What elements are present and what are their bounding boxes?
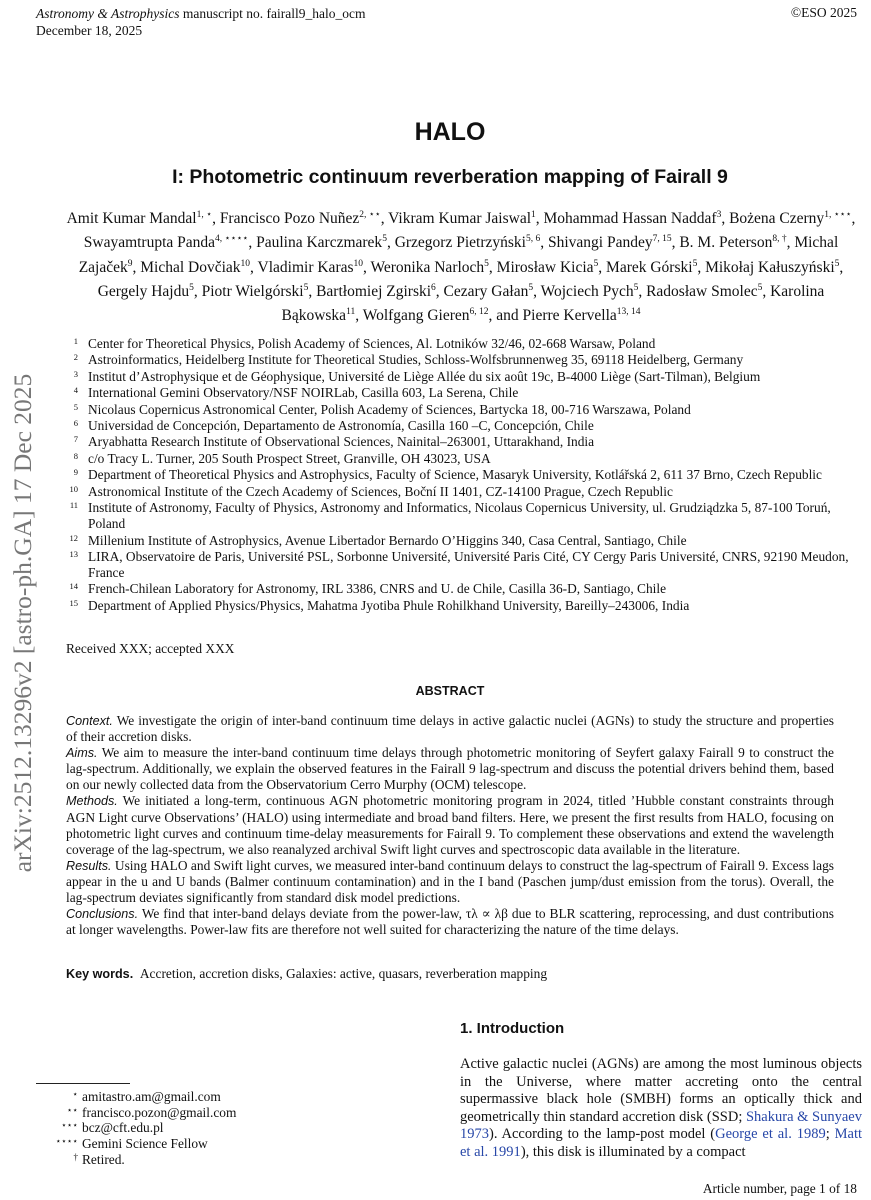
footnote-mark: ⋆⋆ (66, 1104, 78, 1115)
author (679, 234, 786, 251)
citation-link[interactable]: George et al. 1989 (715, 1126, 826, 1143)
abstract-methods (66, 793, 834, 857)
affiliation-item (66, 581, 856, 597)
manuscript-id: manuscript no. fairall9_halo_ocm (182, 6, 366, 21)
affiliation-text: Astronomical Institute of the Czech Academy of Sciences, Boční II 1401, CZ-14100 Prague, Czech Republic (88, 483, 673, 499)
author-affiliation-marker: 3 (716, 209, 722, 220)
author (67, 210, 212, 227)
author-name: B. M. Peterson (679, 234, 773, 252)
author-name: Michal Dovčiak (140, 258, 241, 276)
author (729, 210, 851, 227)
author-name: Pierre Kervella (522, 307, 617, 325)
affiliation-number: 13 (69, 548, 78, 559)
author (220, 210, 381, 227)
running-header (36, 5, 365, 39)
footnote-item (30, 1152, 236, 1168)
abstract-label: Methods. (66, 794, 118, 809)
author-affiliation-marker: 1, ⋆⋆⋆ (824, 209, 852, 220)
copyright: ©ESO 2025 (790, 5, 857, 20)
abstract-text: Using HALO and Swift light curves, we measured inter-band continuum delays to construct the lag-spectrum of Fairall 9. Excess lags appear in the u and U bands (Balmer continuum contamination) and in the I band (Paschen jump/dust emission from the torus). Overall, the lag-spectrum deviates significantly from standard disk model predictions. (66, 857, 834, 906)
footnote-text: francisco.pozon@gmail.com (82, 1104, 237, 1120)
section-heading-introduction: 1. Introduction (460, 1020, 565, 1037)
intro-text: ; (825, 1126, 835, 1143)
author-affiliation-marker: 5 (757, 282, 763, 293)
author (606, 259, 697, 276)
affiliation-number: 11 (69, 499, 78, 510)
footnote-mark: ⋆⋆⋆ (61, 1120, 78, 1131)
abstract-heading: ABSTRACT (415, 684, 485, 698)
author-affiliation-marker: 5, 6 (525, 234, 541, 245)
footnote-mark: ⋆⋆⋆⋆ (55, 1136, 78, 1147)
author-affiliation-marker: 5 (484, 258, 489, 269)
intro-text: ), this disk is illuminated by a compact (520, 1143, 746, 1160)
author-affiliation-marker: 2, ⋆⋆ (359, 209, 381, 220)
keywords-text: Accretion, accretion disks, Galaxies: active, quasars, reverberation mapping (139, 966, 548, 981)
abstract-body (66, 713, 834, 938)
affiliation-text: Nicolaus Copernicus Astronomical Center, Polish Academy of Sciences, Bartycka 18, 00-716 Warszawa, Poland (88, 401, 691, 417)
footnote-text: amitastro.am@gmail.com (82, 1089, 221, 1104)
author-name: Marek Górski (606, 258, 693, 276)
keywords-label: Key words. (66, 967, 134, 981)
author (497, 259, 599, 276)
abstract-label: Aims. (66, 746, 98, 761)
author-affiliation-marker: 5 (692, 258, 698, 269)
header-date: December 18, 2025 (36, 23, 143, 38)
author-name: Vikram Kumar Jaiswal (388, 210, 532, 227)
affiliation-text: Millenium Institute of Astrophysics, Avenue Libertador Bernardo O’Higgins 340, Casa Central, Santiago, Chile (88, 532, 687, 548)
abstract-context (66, 713, 834, 745)
author-affiliation-marker: 6 (431, 282, 436, 293)
affiliation-item (66, 369, 856, 385)
abstract-text: We aim to measure the inter-band continuum time delays through photometric monitoring of Seyfert galaxy Fairall 9 to construct the lag-spectrum. Additionally, we explain the observed features in the Fairall 9 lag-spectrum and discuss the potential drivers behind them, based on our newly collected data from the Observatorium Cerro Murphy (OCM) telescope. (66, 745, 834, 793)
affiliation-text: Astroinformatics, Heidelberg Institute for Theoretical Studies, Schloss-Wolfsbrunnenweg 35, 69118 Heidelberg, Germany (88, 352, 744, 368)
author-affiliation-marker: 6, 12 (469, 307, 489, 318)
footnote-text: bcz@cft.edu.pl (82, 1120, 164, 1136)
author-affiliation-marker: 11 (346, 307, 356, 318)
affiliation-item (66, 418, 856, 434)
author-affiliation-marker: 10 (240, 258, 251, 269)
footnote-mark: † (73, 1151, 78, 1162)
author-name: Karolina Bąkowska (281, 282, 825, 325)
affiliation-number: 9 (73, 467, 78, 478)
author (444, 283, 534, 300)
author (371, 259, 489, 276)
affiliation-number: 7 (73, 434, 78, 445)
author (84, 234, 249, 251)
abstract-text: We initiated a long-term, continuous AGN photometric monitoring program in 2024, titled ’Hubble constant constraints through AGN Light curve Observations’ (HALO) using intermediate and broad band filters. Here, we present the first results from HALO, focusing on photometric light curves and continuum time-delay measurements for Fairall 9. To complement these observations and extend the wavelength coverage of the lag-spectrum, we also reanalyzed archival Swift light curves and spectroscopic data available in the literature. (66, 793, 834, 857)
paper-title: HALO (414, 118, 486, 146)
received-line: Received XXX; accepted XXX (66, 641, 235, 656)
author-name: Vladimir Karas (257, 258, 354, 276)
author-affiliation-marker: 1 (531, 209, 536, 220)
footnote-text: Retired. (82, 1151, 125, 1167)
affiliation-item (66, 500, 856, 532)
author-name: Mohammad Hassan Naddaf (543, 210, 717, 227)
author-name: Grzegorz Pietrzyński (394, 234, 526, 252)
arxiv-stamp: arXiv:2512.13296v2 [astro-ph.GA] 17 Dec 2025 (8, 373, 37, 873)
author-affiliation-marker: 7, 15 (652, 234, 672, 245)
author-affiliation-marker: 13, 14 (616, 307, 641, 318)
affiliation-text: LIRA, Observatoire de Paris, Université PSL, Sorbonne Université, Université Paris Cité, CY Cergy Paris Université, CNRS, 92190 Meudon, France (88, 548, 849, 581)
affiliation-item (66, 352, 856, 368)
author-name: Wolfgang Gieren (362, 307, 470, 325)
author-name: Paulina Karczmarek (256, 234, 383, 252)
citation-link[interactable]: Matt et al. 1991 (460, 1126, 862, 1160)
citation-link[interactable]: Shakura & Sunyaev 1973 (460, 1108, 862, 1143)
affiliation-number: 10 (69, 483, 78, 494)
affiliation-text: Department of Theoretical Physics and Astrophysics, Faculty of Science, Masaryk University, Kotlářská 2, 611 37 Brno, Czech Republic (88, 467, 822, 483)
journal-name: Astronomy & Astrophysics (36, 6, 180, 21)
keywords (66, 966, 547, 982)
author-name: Swayamtrupta Panda (83, 234, 216, 252)
author (523, 307, 641, 324)
author (544, 210, 722, 227)
affiliation-item (66, 402, 856, 418)
affiliation-text: Institut d’Astrophysique et de Géophysique, Université de Liège Allée du six août 19c, B-4000 Liège (Sart-Tilman), Belgium (88, 368, 761, 384)
footnote-list (30, 1089, 236, 1168)
author (363, 307, 489, 324)
author (541, 283, 639, 300)
author-name: Radosław Smolec (646, 282, 758, 300)
affiliation-number: 1 (73, 336, 78, 346)
author-name: Francisco Pozo Nuñez (219, 210, 360, 227)
author (258, 259, 363, 276)
author-name: Shivangi Pandey (547, 234, 653, 252)
abstract-text: We find that inter-band delays deviate from the power-law, τλ ∝ λβ due to BLR scattering, reprocessing, and dust contributions at longer wavelengths. Power-law fits are therefore not well suited for characterizing the nature of the time delays. (66, 906, 834, 938)
author-affiliation-marker: 5 (633, 282, 639, 293)
affiliation-number: 4 (73, 385, 78, 396)
intro-text: ). According to the lamp-post model ( (489, 1126, 716, 1143)
abstract-text: We investigate the origin of inter-band continuum time delays in active galactic nuclei (AGNs) to study the structure and properties of their accretion disks. (66, 713, 834, 745)
author (256, 234, 387, 251)
affiliation-item (66, 451, 856, 467)
author-affiliation-marker: 5 (303, 282, 309, 293)
author-list: Amit Kumar Mandal$^{1, ⋆}$, Francisco Pozo Nuñez$^{2, ⋆⋆}$, Vikram Kumar Jaiswal$^1$, Mohammad Hassan Naddaf$^3$, Bożena Czerny$^{1, ⋆⋆⋆}$, Swayamtrupta Panda$^{4, ⋆⋆⋆⋆}$, Paulina Karczmarek$^5$, Grzegorz Pietrzyński$^{5, 6}$, Shivangi Pandey$^{7, 15}$, B. M. Peterson$^{8, \dagger}$, Michal Zajaček$^9$, Michal Dovčiak$^{10}$, Vladimir Karas$^{10}$, Weronika Narloch$^5$, Mirosław Kicia$^5$, Marek Górski$^5$, Mikołaj Kałuszyński$^5$, Gergely Hajdu$^5$, Piotr Wielgórski$^5$, Bartłomiej Zgirski$^6$, Cezary Gałan$^5$, Wojciech Pych$^5$, Radosław Smolec$^5$, Karolina Bąkowska$^{11}$, Wolfgang Gieren$^{6, 12}$, and Pierre Kervella$^{13, 14}$ (66, 209, 856, 325)
affiliation-number: 8 (73, 450, 78, 461)
author-name: Mirosław Kicia (496, 258, 594, 276)
intro-text: Active galactic nuclei (AGNs) are among the most luminous objects in the Universe, where matter accreting onto the central supermassive black hole (SMBH) forms an optically thick and geometrically thin standard accretion disk (SSD; (460, 1056, 862, 1125)
author-affiliation-marker: 4, ⋆⋆⋆⋆ (215, 234, 249, 245)
author-name: Gergely Hajdu (97, 282, 190, 300)
author-affiliation-marker: 5 (382, 234, 387, 245)
affiliation-number: 12 (69, 532, 78, 543)
affiliation-item (66, 336, 856, 352)
footnote-text: Gemini Science Fellow (82, 1136, 208, 1152)
author-name: Cezary Gałan (443, 282, 529, 300)
author-affiliation-marker: 8, † (772, 234, 787, 245)
author-affiliation-marker: 5 (528, 282, 534, 293)
affiliation-number: 2 (73, 352, 78, 363)
abstract-results (66, 858, 834, 906)
abstract-aims (66, 745, 834, 793)
footnote-rule (36, 1083, 130, 1084)
page-number: Article number, page 1 of 18 (702, 1181, 857, 1196)
affiliation-text: Universidad de Concepción, Departamento de Astronomía, Casilla 160 –C, Concepción, Chile (88, 417, 594, 433)
author (395, 234, 541, 251)
author (316, 283, 436, 300)
abstract-label: Results. (66, 858, 112, 873)
affiliation-number: 3 (73, 368, 78, 379)
author-affiliation-marker: 5 (189, 282, 194, 293)
author-name: Amit Kumar Mandal (66, 210, 197, 227)
affiliation-text: Center for Theoretical Physics, Polish Academy of Sciences, Al. Lotników 32/46, 02-668 Warsaw, Poland (88, 336, 656, 351)
affiliation-number: 5 (73, 401, 78, 412)
author (202, 283, 309, 300)
affiliation-item (66, 549, 856, 581)
affiliation-text: Institute of Astronomy, Faculty of Physics, Astronomy and Informatics, Nicolaus Copernicus University, ul. Grudziądzka 5, 87-100 Toruń, Poland (88, 499, 831, 532)
author (388, 210, 536, 227)
author (98, 283, 194, 300)
author-name: Piotr Wielgórski (201, 282, 304, 300)
paper-subtitle: I: Photometric continuum reverberation mapping of Fairall 9 (172, 166, 728, 188)
affiliation-item (66, 533, 856, 549)
affiliation-text: International Gemini Observatory/NSF NOIRLab, Casilla 603, La Serena, Chile (88, 385, 519, 401)
footnote-mark: ⋆ (72, 1089, 78, 1099)
affiliation-text: Aryabhatta Research Institute of Observational Sciences, Nainital–263001, Uttarakhand, India (88, 434, 595, 450)
affiliation-number: 6 (73, 417, 78, 428)
affiliation-item (66, 598, 856, 614)
author-affiliation-marker: 5 (834, 258, 840, 269)
affiliation-list (66, 336, 856, 614)
author-affiliation-marker: 1, ⋆ (196, 209, 213, 220)
affiliation-text: French-Chilean Laboratory for Astronomy, IRL 3386, CNRS and U. de Chile, Casilla 36-D, Santiago, Chile (88, 581, 667, 597)
introduction-paragraph (460, 1056, 862, 1162)
author (548, 234, 672, 251)
abstract-conclusions (66, 906, 834, 938)
affiliation-number: 14 (69, 581, 78, 592)
author (140, 259, 250, 276)
author-affiliation-marker: 5 (593, 258, 599, 269)
author-name: Weronika Narloch (370, 258, 485, 276)
author-name: Michal Zajaček (78, 234, 839, 276)
author-name: Mikołaj Kałuszyński (705, 258, 835, 276)
affiliation-number: 15 (69, 597, 78, 608)
abstract-label: Context. (66, 714, 113, 728)
affiliation-item (66, 467, 856, 483)
affiliation-item (66, 385, 856, 401)
author-name: Wojciech Pych (540, 282, 634, 300)
author-name: Bożena Czerny (729, 210, 825, 227)
affiliation-item (66, 484, 856, 500)
author-affiliation-marker: 10 (353, 258, 364, 269)
author-name: Bartłomiej Zgirski (316, 282, 432, 300)
author (646, 283, 762, 300)
affiliation-item (66, 434, 856, 450)
affiliation-text: Department of Applied Physics/Physics, Mahatma Jyotiba Phule Rohilkhand University, Bareilly–243006, India (88, 597, 690, 613)
affiliation-text: c/o Tracy L. Turner, 205 South Prospect Street, Granville, OH 43023, USA (88, 450, 491, 466)
author-affiliation-marker: 9 (127, 258, 133, 269)
abstract-label: Conclusions. (66, 907, 139, 922)
author (705, 259, 839, 276)
